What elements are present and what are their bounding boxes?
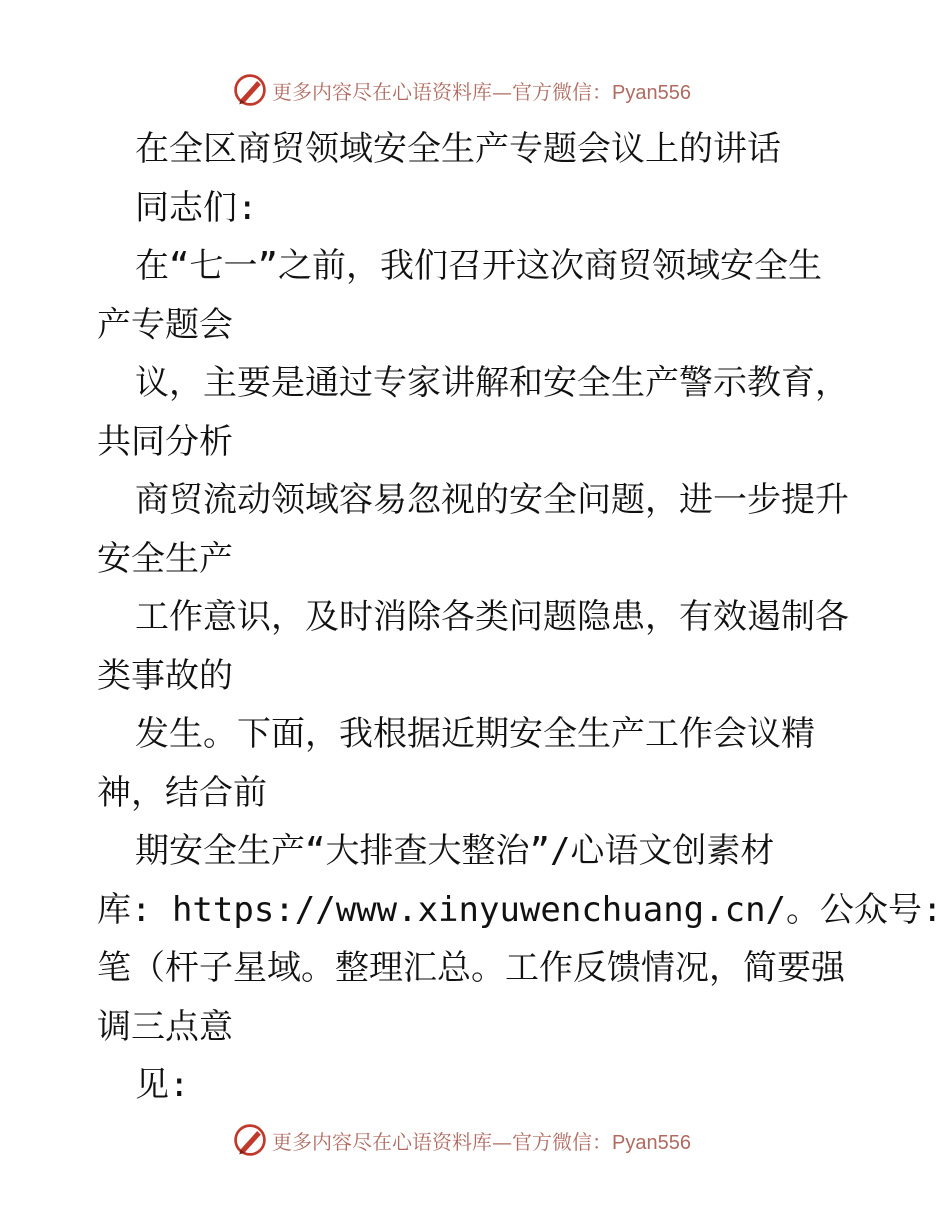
banner-text: 更多内容尽在心语资料库—官方微信：Pyan556 — [272, 79, 691, 104]
pen-logo-icon — [232, 1122, 268, 1158]
document-line: 议，主要是通过专家讲解和安全生产警示教育， — [135, 363, 849, 403]
document-line: 在全区商贸领域安全生产专题会议上的讲话 — [135, 129, 781, 169]
document-line: 类事故的 — [97, 655, 233, 696]
document-line: 在“七一”之前，我们召开这次商贸领域安全生 — [135, 246, 822, 286]
document-line: 神，结合前 — [97, 772, 267, 813]
document-line: 产专题会 — [97, 304, 233, 345]
pen-logo-icon — [232, 72, 268, 108]
document-line: 期安全生产“大排查大整治”/心语文创素材 — [135, 831, 775, 871]
document-line: 商贸流动领域容易忽视的安全问题，进一步提升 — [135, 480, 849, 520]
document-line: 共同分析 — [97, 421, 233, 462]
document-line: 库: https://www.xinyuwenchuang.cn/。公众号: — [97, 889, 943, 930]
document-line: 调三点意 — [97, 1006, 233, 1047]
document-line: 安全生产 — [97, 538, 233, 579]
banner-text: 更多内容尽在心语资料库—官方微信：Pyan556 — [272, 1129, 691, 1154]
document-line: 同志们: — [135, 187, 258, 228]
header-watermark-banner — [232, 70, 691, 110]
footer-watermark-banner — [232, 1120, 691, 1160]
document-body — [97, 120, 943, 1115]
document-line: 见: — [135, 1065, 190, 1105]
document-line: 笔（杆子星域。整理汇总。工作反馈情况，简要强 — [97, 948, 845, 988]
document-line: 工作意识，及时消除各类问题隐患，有效遏制各 — [135, 597, 849, 637]
document-line: 发生。下面，我根据近期安全生产工作会议精 — [135, 714, 815, 754]
